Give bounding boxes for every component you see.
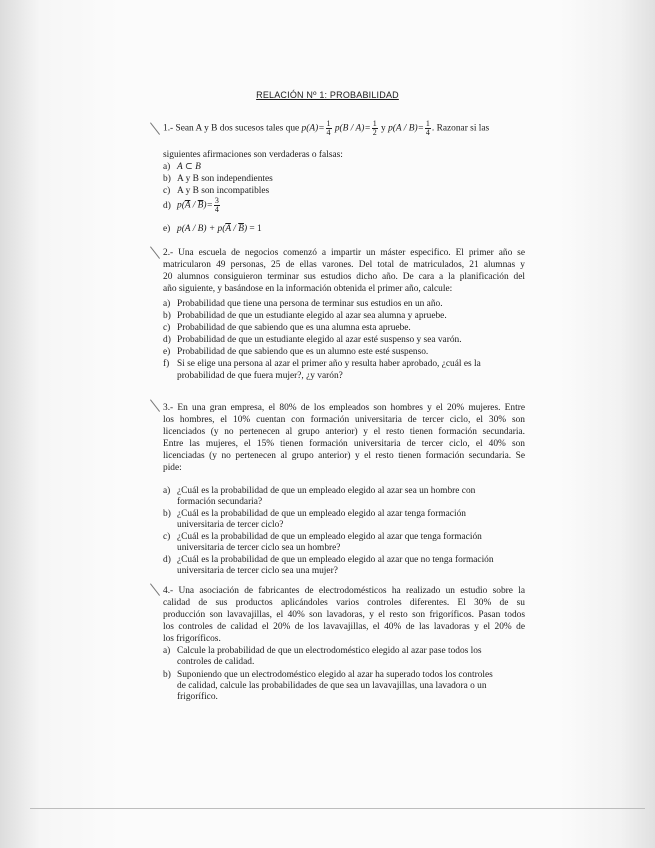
problem-4-item-b: b) Suponiendo que un electrodoméstico elegido al azar ha superado todos los controles [163, 670, 493, 680]
page-title: RELACIÓN Nº 1: PROBABILIDAD [256, 90, 399, 100]
problem-2-item-c: c) Probabilidad de que sabiendo que es una alumna esta apruebe. [163, 323, 411, 333]
problem-3-line-5: licenciadas (y no pertenecen al grupo anterior) y el resto tienen formación secundaria. Se [163, 451, 525, 461]
fraction-item-d: $\frac{3}{4}$ [214, 196, 219, 214]
problem-3-item-b: b) ¿Cuál es la probabilidad de que un empleado elegido al azar tenga formación [163, 509, 466, 519]
problem-3-item-b-continued: universitaria de tercer ciclo? [177, 520, 284, 530]
problem-4-item-b-continued-2: frigorífico. [177, 692, 218, 702]
problem-4-item-a-continued: controles de calidad. [177, 657, 255, 667]
problem-2-line-3: 20 alumnos consiguieron terminar sus estudios dicho año. De cara a la planificación del [163, 272, 525, 282]
problem-3-line-6: pide: [163, 463, 182, 473]
problem-2-item-e: e) Probabilidad de que sabiendo que es un alumno este esté suspenso. [163, 347, 429, 357]
problem-3-item-a: a) ¿Cuál es la probabilidad de que un empleado elegido al azar sea un hombre con [163, 486, 476, 496]
problem-1-item-c: c) A y B son incompatibles [163, 186, 270, 196]
problem-3-line-1: 3.- En una gran empresa, el 80% de los empleados son hombres y el 20% mujeres. Entre [163, 403, 525, 413]
problem-2-item-a: a) Probabilidad que tiene una persona de terminar sus estudios en un año. [163, 299, 443, 309]
pen-tick-mark [150, 122, 160, 134]
problem-1-line-2: siguientes afirmaciones son verdaderas o falsas: [163, 150, 343, 160]
problem-4-line-3: producción son lavavajillas, el 40% son lavadoras, y el resto son frigoríficos. Pasan todos [163, 610, 525, 620]
problem-3-item-d-continued: universitaria de tercer ciclo sea una mujer? [177, 566, 338, 576]
problem-4-item-a: a) Calcule la probabilidad de que un electrodoméstico elegido al azar pase todos los [163, 646, 482, 656]
problem-2-line-1: 2.- Una escuela de negocios comenzó a impartir un máster especifico. El primer año se [163, 248, 525, 258]
fraction-pA-given-B: $\frac{1}{4}$ [425, 119, 430, 137]
problem-2-item-f: f) Si se elige una persona al azar el primer año y resulta haber aprobado, ¿cuál es la [163, 359, 481, 369]
problem-1-item-d: d) $p(\overline{A} / \overline{B})=$ $\frac{3}{4}$ [163, 196, 219, 214]
problem-3-line-3: licenciados (y no pertenecen al grupo anterior) y el resto tienen formación secundaria. [163, 427, 525, 437]
pen-tick-mark [150, 583, 160, 595]
problem-2-line-4: año siguiente, y basándose en la información obtenida el primer año, calcule: [163, 284, 453, 294]
problem-4-line-1: 4.- Una asociación de fabricantes de electrodomésticos ha realizado un estudio sobre la [163, 586, 525, 596]
fraction-pA: $\frac{1}{4}$ [326, 119, 331, 137]
problem-1-item-e: e) $p(A / B) + p(\overline{A} / \overline{B}) = 1$ [163, 224, 262, 234]
problem-3-item-a-continued: formación secundaria? [177, 497, 263, 507]
pen-tick-mark [150, 246, 160, 258]
problem-3-line-2: los hombres, el 10% cuentan con formación universitaria de tercer ciclo, el 30% son [163, 415, 525, 425]
problem-2-item-f-continued: probabilidad de que fuera mujer?, ¿y varón? [177, 371, 343, 381]
problem-4-item-b-continued: de calidad, calcule las probabilidades de que sea un lavavajillas, una lavadora o un [177, 681, 487, 691]
problem-1-intro: 1.- Sean A y B dos sucesos tales que [163, 123, 300, 134]
problem-2-line-2: matricularon 49 personas, 25 de ellas varones. Del total de matriculados, 21 alumnas y [163, 260, 525, 270]
problem-1-item-a: a) A ⊂ B [163, 162, 201, 172]
fraction-pB-given-A: $\frac{1}{2}$ [372, 119, 377, 137]
problem-3-line-4: Entre las mujeres, el 15% tienen formación universitaria de tercer ciclo, el 40% son [163, 439, 525, 449]
problem-3-item-c: c) ¿Cuál es la probabilidad de que un empleado elegido al azar que tenga formación [163, 532, 482, 542]
problem-1-item-b: b) A y B son independientes [163, 174, 273, 184]
problem-2-item-b: b) Probabilidad de que un estudiante elegido al azar sea alumna y apruebe. [163, 311, 447, 321]
problem-1-statement: 1.- Sean A y B dos sucesos tales que p(A)= $\frac{1}{4}$ p(B / A)= $\frac{1}{2}$ y p(A / B)= $\frac{1}{4}$ . Razonar si las [163, 119, 490, 137]
problem-4-line-5: los frigoríficos. [163, 634, 221, 644]
problem-3-item-c-continued: universitaria de tercer ciclo sea un hombre? [177, 543, 341, 553]
problem-2-item-d: d) Probabilidad de que un estudiante elegido al azar esté suspenso y sea varón. [163, 335, 462, 345]
problem-3-item-d: d) ¿Cuál es la probabilidad de que un empleado elegido al azar que no tenga formación [163, 555, 494, 565]
pen-tick-mark [150, 399, 160, 411]
problem-4-line-2: calidad de sus productos aplicándoles varios controles diferentes. El 30% de su [163, 598, 525, 608]
page-bottom-edge [30, 808, 645, 809]
problem-4-line-4: los controles de calidad el 20% de los lavavajillas, el 40% de las lavadoras y el 20% de [163, 622, 525, 632]
